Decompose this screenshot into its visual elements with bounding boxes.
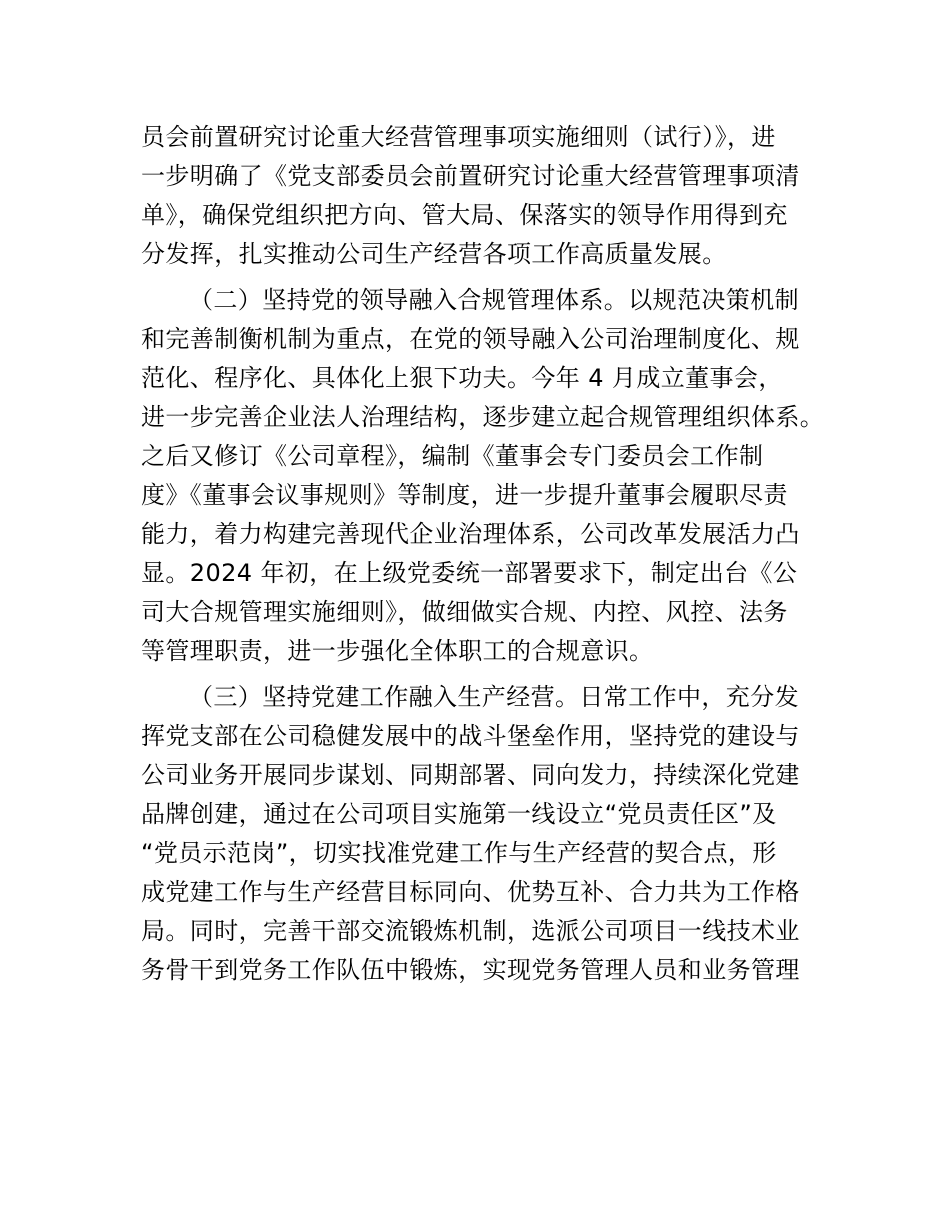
text-line: 司大合规管理实施细则》，做细做实合规、内控、风控、法务 <box>141 598 788 626</box>
text-line: 分发挥，扎实推动公司生产经营各项工作高质量发展。 <box>141 240 727 268</box>
text-line: 一步明确了《党支部委员会前置研究讨论重大经营管理事项清 <box>141 162 800 190</box>
text-line: 员会前置研究讨论重大经营管理事项实施细则（试行）》，进 <box>141 123 776 151</box>
paragraph-continuation <box>141 118 821 274</box>
text-line: 能力，着力构建完善现代企业治理体系，公司改革发展活力凸 <box>141 520 800 548</box>
text-line-first: （二）坚持党的领导融入合规管理体系。以规范决策机制 <box>189 286 799 314</box>
paragraph-gap <box>141 671 821 678</box>
text-line: 局。同时，完善干部交流锻炼机制，选派公司项目一线技术业 <box>141 917 800 945</box>
text-line: 范化、程序化、具体化上狠下功夫。今年 4 月成立董事会， <box>141 364 783 392</box>
text-line: 成党建工作与生产经营目标同向、优势互补、合力共为工作格 <box>141 878 800 906</box>
text-line: 等管理职责，进一步强化全体职工的合规意识。 <box>141 637 654 665</box>
text-line: 和完善制衡机制为重点，在党的领导融入公司治理制度化、规 <box>141 325 800 353</box>
text-line: 进一步完善企业法人治理结构，逐步建立起合规管理组织体系。 <box>141 403 825 431</box>
text-line: “党员示范岗”，切实找准党建工作与生产经营的契合点，形 <box>141 839 777 867</box>
text-line-first: （三）坚持党建工作融入生产经营。日常工作中，充分发 <box>189 683 799 711</box>
text-line: 度》《董事会议事规则》等制度，进一步提升董事会履职尽责 <box>141 481 788 509</box>
text-line: 挥党支部在公司稳健发展中的战斗堡垒作用，坚持党的建设与 <box>141 722 800 750</box>
text-line: 公司业务开展同步谋划、同期部署、同向发力，持续深化党建 <box>141 761 800 789</box>
document-body <box>141 118 825 990</box>
text-line: 之后又修订《公司章程》，编制《董事会专门委员会工作制 <box>141 442 764 470</box>
paragraph-gap <box>141 274 821 281</box>
text-line: 务骨干到党务工作队伍中锻炼，实现党务管理人员和业务管理 <box>141 956 800 984</box>
paragraph-section-two <box>141 281 825 671</box>
text-line: 单》，确保党组织把方向、管大局、保落实的领导作用得到充 <box>141 201 788 229</box>
paragraph-section-three <box>141 678 821 990</box>
text-line: 品牌创建，通过在公司项目实施第一线设立“党员责任区”及 <box>141 800 777 828</box>
text-line: 显。2024 年初，在上级党委统一部署要求下，制定出台《公 <box>141 559 798 587</box>
